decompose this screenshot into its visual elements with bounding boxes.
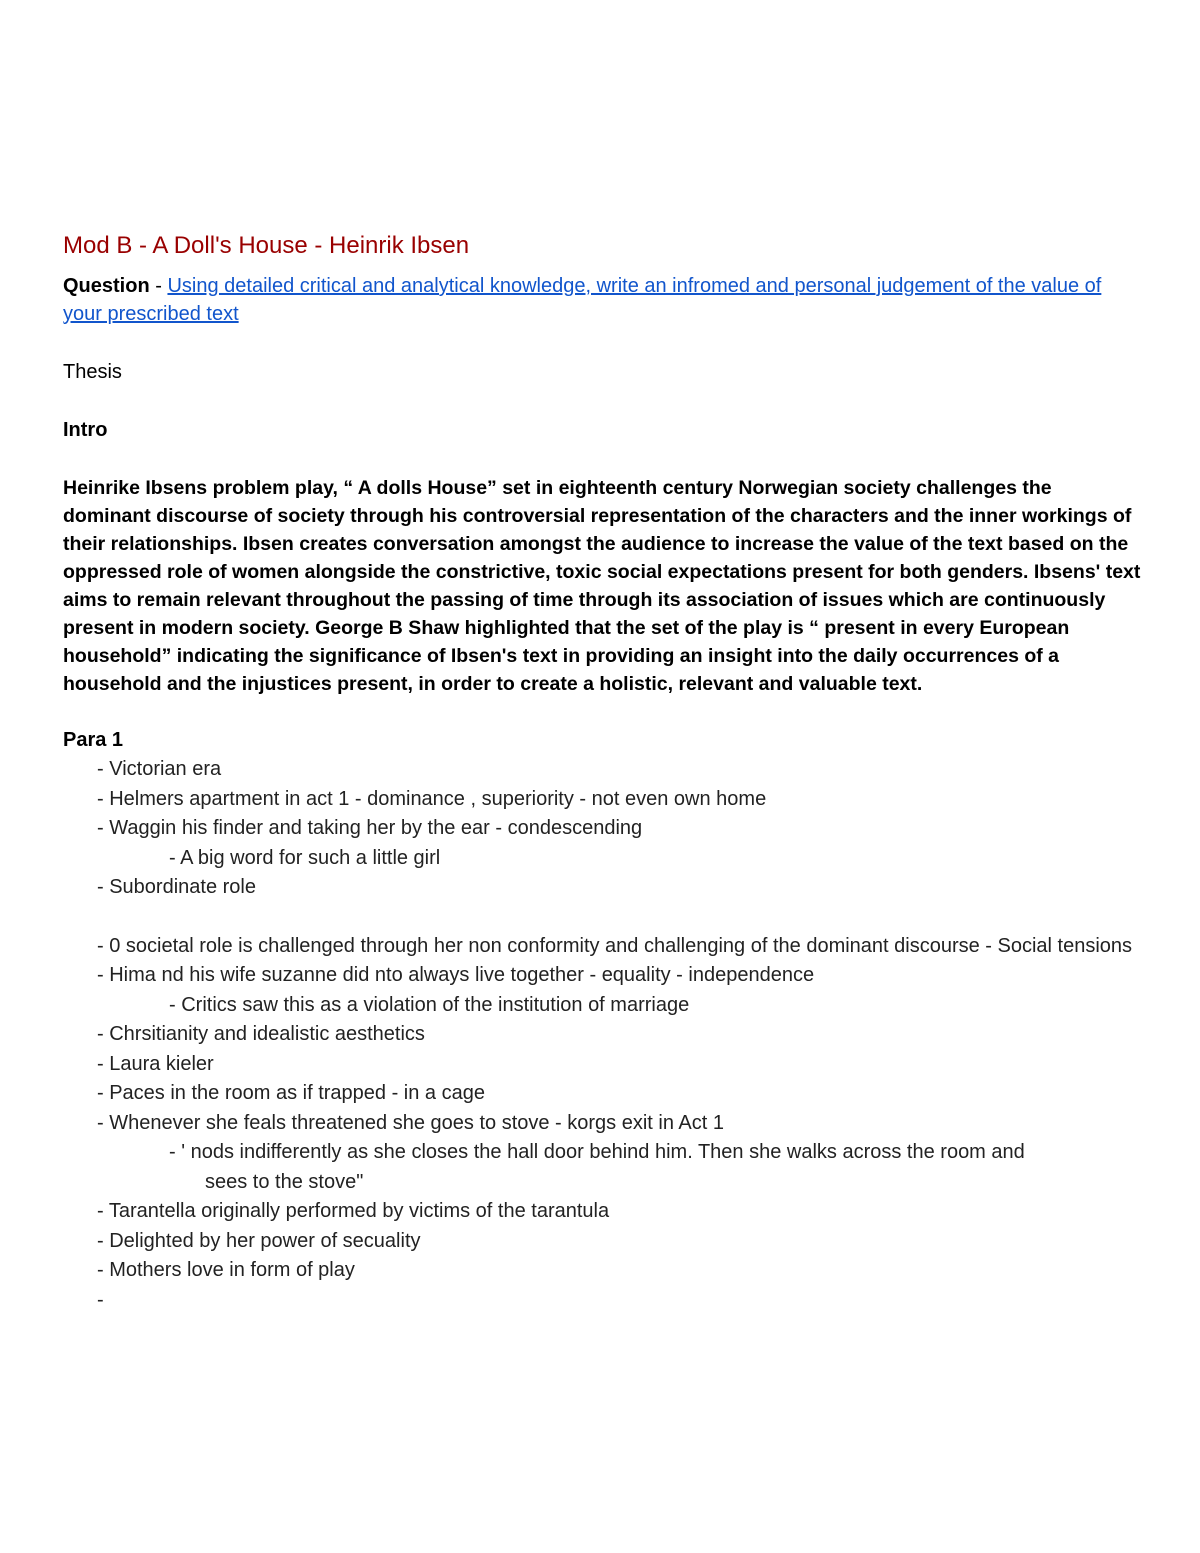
blank-line bbox=[63, 903, 1143, 932]
note-item: - Tarantella originally performed by victims of the tarantula bbox=[97, 1200, 610, 1222]
document-title: Mod B - A Doll's House - Heinrik Ibsen bbox=[63, 232, 470, 259]
note-item: - Subordinate role bbox=[97, 876, 256, 898]
note-subitem: - ' nods indifferently as she closes the hall door behind him. Then she walks across the room and bbox=[169, 1141, 1025, 1163]
note-item: - Hima nd his wife suzanne did nto always live together - equality - independence bbox=[97, 964, 815, 986]
note-item: - bbox=[97, 1288, 104, 1311]
note-continuation-text: sees to the stove" bbox=[205, 1170, 364, 1193]
note-subitem: - Critics saw this as a violation of the institution of marriage bbox=[169, 993, 690, 1016]
note-subitem-continuation bbox=[63, 1168, 1143, 1198]
thesis-label: Thesis bbox=[63, 361, 122, 383]
note-item: - Waggin his finder and taking her by the ear - condescending bbox=[97, 817, 643, 839]
note-item: - 0 societal role is challenged through her non conformity and challenging of the dominant discourse - Social tensions bbox=[97, 934, 1133, 957]
note-item: - Paces in the room as if trapped - in a cage bbox=[97, 1082, 485, 1104]
question-line bbox=[63, 272, 1143, 328]
note-item: - Victorian era bbox=[97, 758, 222, 780]
intro-heading: Intro bbox=[63, 419, 108, 441]
note-item: - Helmers apartment in act 1 - dominance , superiority - not even own home bbox=[97, 787, 767, 810]
document-page bbox=[63, 229, 1143, 1315]
para1-heading: Para 1 bbox=[63, 729, 124, 751]
note-subitem: - A big word for such a little girl bbox=[169, 846, 441, 869]
note-item: - Laura kieler bbox=[97, 1052, 214, 1075]
note-item: - Delighted by her power of secuality bbox=[97, 1229, 421, 1252]
question-label: Question bbox=[63, 275, 150, 297]
note-item: - Mothers love in form of play bbox=[97, 1259, 355, 1281]
note-item: - Whenever she feals threatened she goes to stove - korgs exit in Act 1 bbox=[97, 1111, 725, 1134]
note-item: - Chrsitianity and idealistic aesthetics bbox=[97, 1023, 425, 1045]
question-link[interactable]: Using detailed critical and analytical knowledge, write an infromed and personal judgement of the value of your prescribed text bbox=[63, 275, 1102, 325]
question-separator: - bbox=[149, 275, 168, 297]
para1-notes bbox=[63, 755, 1143, 1315]
intro-paragraph: Heinrike Ibsens problem play, “ A dolls House” set in eighteenth century Norwegian society challenges the dominant discourse of society through his controversial representation of the characters and the inner workings of their relationships. Ibsen creates conversation amongst the audience to increase the value of the text based on the oppressed role of women alongside the constrictive, toxic social expectations present for both genders. Ibsens' text aims to remain relevant throughout the passing of time through its association of issues which are continuously present in modern society. George B Shaw highlighted that the set of the play is “ present in every European household” indicating the significance of Ibsen's text in providing an insight into the daily occurrences of a household and the injustices present, in order to create a holistic, relevant and valuable text. bbox=[63, 477, 1141, 695]
